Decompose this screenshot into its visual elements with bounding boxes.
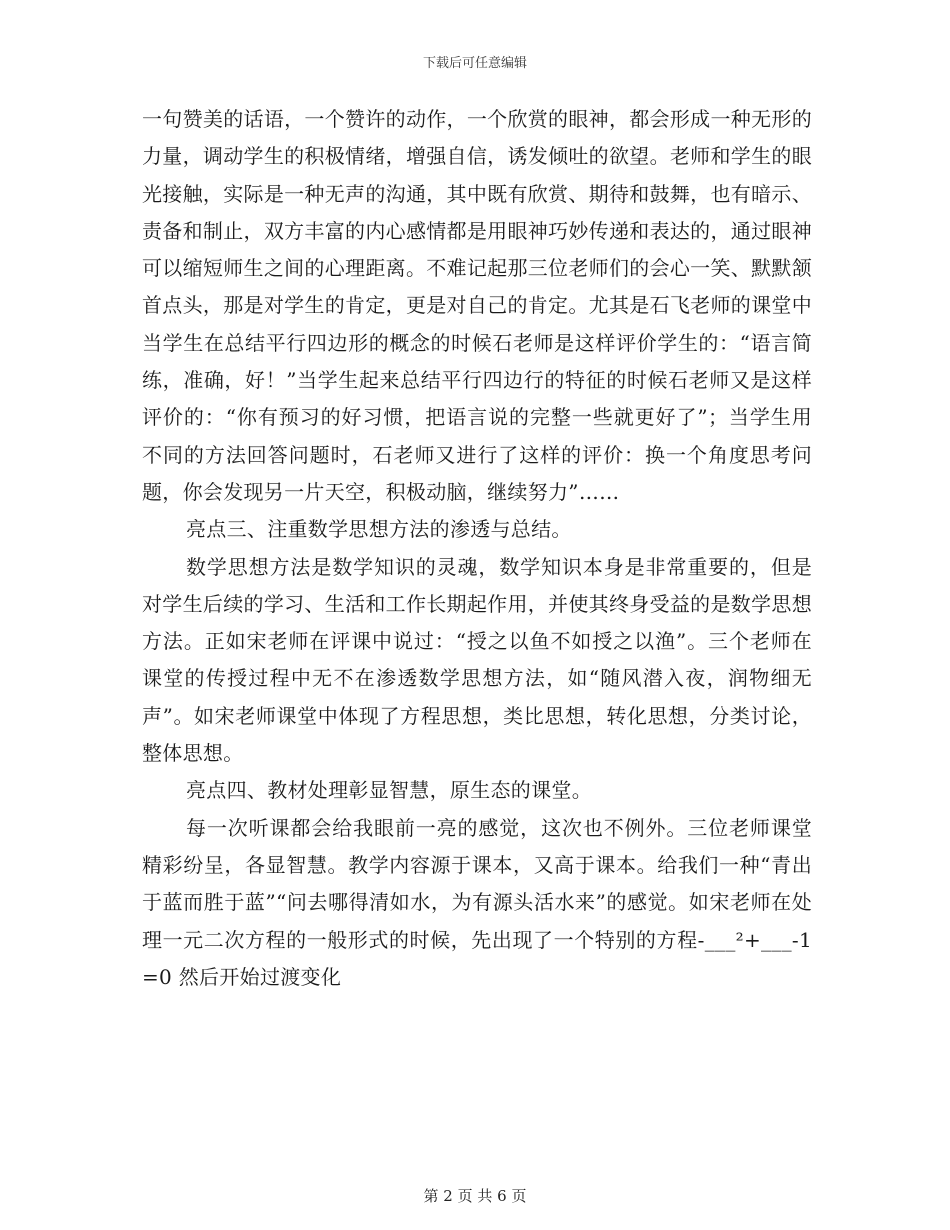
- page-footer: 第 2 页 共 6 页: [423, 1187, 527, 1205]
- section-heading-4: 亮点四、教材处理彰显智慧，原生态的课堂。: [186, 778, 592, 803]
- paragraph-1: 一句赞美的话语，一个赞许的动作，一个欣赏的眼神，都会形成一种无形的力量，调动学生的积极情绪，增强自信，诱发倾吐的欲望。老师和学生的眼光接触，实际是一种无声的沟通，其中既有欣赏、期待和鼓舞，也有暗示、责备和制止，双方丰富的内心感情都是用眼神巧妙传递和表达的，通过眼神可以缩短师生之间的心理距离。不难记起那三位老师们的会心一笑、默默颔首点头，那是对学生的肯定，更是对自己的肯定。尤其是石飞老师的课堂中当学生在总结平行四边形的概念的时候石老师是这样评价学生的：“语言简练，准确，好！”当学生起来总结平行四边行的特征的时候石老师又是这样评价的：“你有预习的好习惯，把语言说的完整一些就更好了”；当学生用不同的方法回答问题时，石老师又进行了这样的评价：换一个角度思考问题，你会发现另一片天空，积极动脑，继续努力”……: [142, 107, 812, 504]
- page-header: 下载后可任意编辑: [422, 56, 527, 71]
- document-body: [142, 101, 812, 996]
- paragraph-2: 数学思想方法是数学知识的灵魂，数学知识本身是非常重要的，但是对学生后续的学习、生活和工作长期起作用，并使其终身受益的是数学思想方法。正如宋老师在评课中说过：“授之以鱼不如授之以渔”。三个老师在课堂的传授过程中无不在渗透数学思想方法，如“随风潜入夜，润物细无声”。如宋老师课堂中体现了方程思想，类比思想，转化思想，分类讨论，整体思想。: [142, 554, 812, 766]
- paragraph-3: 每一次听课都会给我眼前一亮的感觉，这次也不例外。三位老师课堂精彩纷呈，各显智慧。教学内容源于课本，又高于课本。给我们一种“青出于蓝而胜于蓝”“问去哪得清如水，为有源头活水来”的感觉。如宋老师在处理一元二次方程的一般形式的时候，先出现了一个特别的方程-___²+___-1=0 然后开始过渡变化: [142, 815, 812, 989]
- section-heading-3: 亮点三、注重数学思想方法的渗透与总结。: [186, 517, 572, 542]
